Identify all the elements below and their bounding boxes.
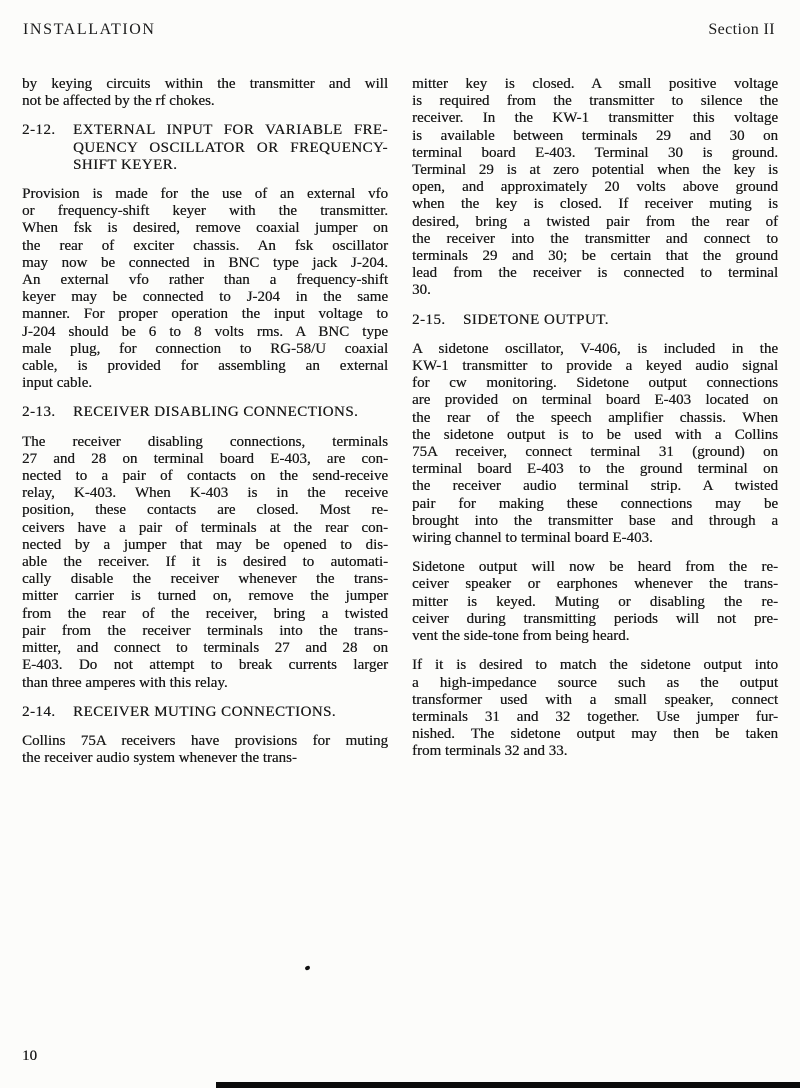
section-heading — [412, 312, 778, 329]
paragraph-line: An external vfo rather than a frequency-shift — [22, 272, 388, 289]
section-number: 2-14. — [22, 703, 56, 720]
paragraph-line: the receiver audio system whenever the trans- — [22, 750, 297, 767]
paragraph-line: desired, bring a twisted pair from the rear of — [412, 213, 778, 230]
running-head — [23, 21, 775, 39]
paragraph-line: 30. — [412, 282, 431, 299]
running-head-section-name: INSTALLATION — [23, 21, 156, 38]
body-paragraph — [22, 186, 388, 392]
paragraph-line: nected by a jumper that may be opened to dis- — [22, 536, 388, 553]
paragraph-line: ceivers have a pair of terminals at the rear con- — [22, 519, 388, 536]
page-number: 10 — [22, 1048, 37, 1064]
paragraph-line: keyer may be connected to J-204 in the same — [22, 289, 388, 306]
paragraph-line: pair for making these connections may be — [412, 495, 778, 512]
paragraph-line: nished. The sidetone output may then be taken — [412, 726, 778, 743]
paragraph-line: A sidetone oscillator, V-406, is included in the — [412, 340, 778, 357]
paragraph-line: than three amperes with this relay. — [22, 674, 228, 691]
body-paragraph — [412, 76, 778, 300]
paragraph-line: vent the side-tone from being heard. — [412, 628, 630, 645]
paragraph-line: able the receiver. If it is desired to automati- — [22, 554, 388, 571]
paragraph-line: terminals 29 and 30; be certain that the ground — [412, 248, 778, 265]
paragraph-line: from the rear of the receiver, bring a twisted — [22, 605, 388, 622]
paragraph-line: receiver. In the KW-1 transmitter this voltage — [412, 110, 778, 127]
paragraph-line: male plug, for connection to RG-58/U coaxial — [22, 340, 388, 357]
paragraph-line: E-403. Do not attempt to break currents larger — [22, 657, 388, 674]
section-heading — [22, 122, 388, 174]
paragraph-line: when the key is closed. If receiver muting is — [412, 196, 778, 213]
paragraph-line: mitter carrier is turned on, remove the jumper — [22, 588, 388, 605]
paragraph-line: for cw monitoring. Sidetone output connections — [412, 375, 778, 392]
paragraph-line: pair from the receiver terminals into the trans- — [22, 622, 388, 639]
paragraph-line: manner. For proper operation the input voltage to — [22, 306, 388, 323]
right-text-column — [412, 76, 778, 773]
paragraph-line: input cable. — [22, 375, 92, 392]
paragraph-line: Sidetone output will now be heard from the re- — [412, 559, 778, 576]
heading-line: QUENCY OSCILLATOR OR FREQUENCY- — [73, 139, 388, 156]
section-title — [73, 122, 388, 174]
paragraph-line: transformer used with a small speaker, connect — [412, 691, 778, 708]
paragraph-line: position, these contacts are closed. Most re- — [22, 502, 388, 519]
paragraph-line: cally disable the receiver whenever the trans- — [22, 571, 388, 588]
paragraph-line: a high-impedance source such as the output — [412, 674, 778, 691]
paragraph-line: ceiver speaker or earphones whenever the trans- — [412, 576, 778, 593]
heading-line: RECEIVER DISABLING CONNECTIONS. — [73, 404, 359, 421]
paragraph-line: 27 and 28 on terminal board E-403, are con- — [22, 450, 388, 467]
paragraph-line: lead from the receiver is connected to terminal — [412, 265, 778, 282]
section-number: 2-12. — [22, 122, 56, 139]
paragraph-line: terminal board E-403 to the ground terminal on — [412, 461, 778, 478]
paragraph-line: from terminals 32 and 33. — [412, 743, 568, 760]
paragraph-line: mitter key is closed. A small positive voltage — [412, 76, 778, 92]
paragraph-line: nected to a pair of contacts on the send-receive — [22, 468, 388, 485]
paragraph-line: mitter is keyed. Muting or disabling the re- — [412, 593, 778, 610]
paragraph-line: is required from the transmitter to silence the — [412, 93, 778, 110]
section-heading — [22, 404, 388, 421]
paragraph-line: terminal board E-403. Terminal 30 is ground. — [412, 144, 778, 161]
paragraph-line: KW-1 transmitter to provide a keyed audio signal — [412, 358, 778, 375]
paragraph-line: brought into the transmitter base and through a — [412, 512, 778, 529]
body-paragraph — [412, 341, 778, 547]
paragraph-line: are provided on terminal board E-403 located on — [412, 392, 778, 409]
paragraph-line: the rear of the speech amplifier chassis. When — [412, 409, 778, 426]
paragraph-line: by keying circuits within the transmitter and will — [22, 76, 388, 92]
paragraph-line: Collins 75A receivers have provisions for muting — [22, 732, 388, 749]
paragraph-line: the rear of exciter chassis. An fsk oscillator — [22, 237, 388, 254]
paragraph-line: may now be connected in BNC type jack J-204. — [22, 254, 388, 271]
paragraph-line: the sidetone output is to be used with a Collins — [412, 426, 778, 443]
left-text-column — [22, 76, 388, 779]
paragraph-line: open, and approximately 20 volts above ground — [412, 179, 778, 196]
paragraph-line: not be affected by the rf chokes. — [22, 93, 215, 110]
paragraph-line: the receiver audio terminal strip. A twisted — [412, 478, 778, 495]
paragraph-line: The receiver disabling connections, terminals — [22, 433, 388, 450]
paragraph-line: terminals 31 and 32 together. Use jumper fur- — [412, 708, 778, 725]
paragraph-line: the receiver into the transmitter and connect to — [412, 230, 778, 247]
paragraph-line: cable, is provided for assembling an external — [22, 358, 388, 375]
paragraph-line: When fsk is desired, remove coaxial jumper on — [22, 220, 388, 237]
section-number: 2-15. — [412, 311, 446, 328]
heading-line: RECEIVER MUTING CONNECTIONS. — [73, 703, 337, 720]
paragraph-line: is available between terminals 29 and 30 on — [412, 127, 778, 144]
section-heading — [22, 704, 388, 721]
paragraph-line: relay, K-403. When K-403 is in the receive — [22, 485, 388, 502]
body-paragraph — [412, 657, 778, 760]
running-head-section-number: Section II — [708, 21, 775, 38]
paragraph-line: mitter, and connect to terminals 27 and 28 on — [22, 640, 388, 657]
ink-speck — [304, 965, 310, 970]
section-title — [73, 404, 388, 421]
paragraph-line: Provision is made for the use of an external vfo — [22, 186, 388, 203]
body-paragraph — [412, 559, 778, 645]
paragraph-line: or frequency-shift keyer with the transmitter. — [22, 203, 388, 220]
section-title — [463, 312, 778, 329]
paragraph-line: Terminal 29 is at zero potential when the key is — [412, 162, 778, 179]
body-paragraph — [22, 733, 388, 767]
scan-edge-bar — [216, 1082, 800, 1088]
paragraph-line: 75A receiver, connect terminal 31 (ground) on — [412, 444, 778, 461]
body-paragraph — [22, 76, 388, 110]
body-paragraph — [22, 434, 388, 692]
heading-line: SIDETONE OUTPUT. — [463, 311, 609, 328]
heading-line: SHIFT KEYER. — [73, 156, 178, 173]
paragraph-line: J-204 should be 6 to 8 volts rms. A BNC type — [22, 323, 388, 340]
section-number: 2-13. — [22, 404, 56, 421]
paragraph-line: If it is desired to match the sidetone output into — [412, 657, 778, 674]
paragraph-line: ceiver during transmitting periods will not pre- — [412, 610, 778, 627]
paragraph-line: wiring channel to terminal board E-403. — [412, 530, 653, 547]
heading-line: EXTERNAL INPUT FOR VARIABLE FRE- — [73, 122, 388, 139]
section-title — [73, 704, 388, 721]
